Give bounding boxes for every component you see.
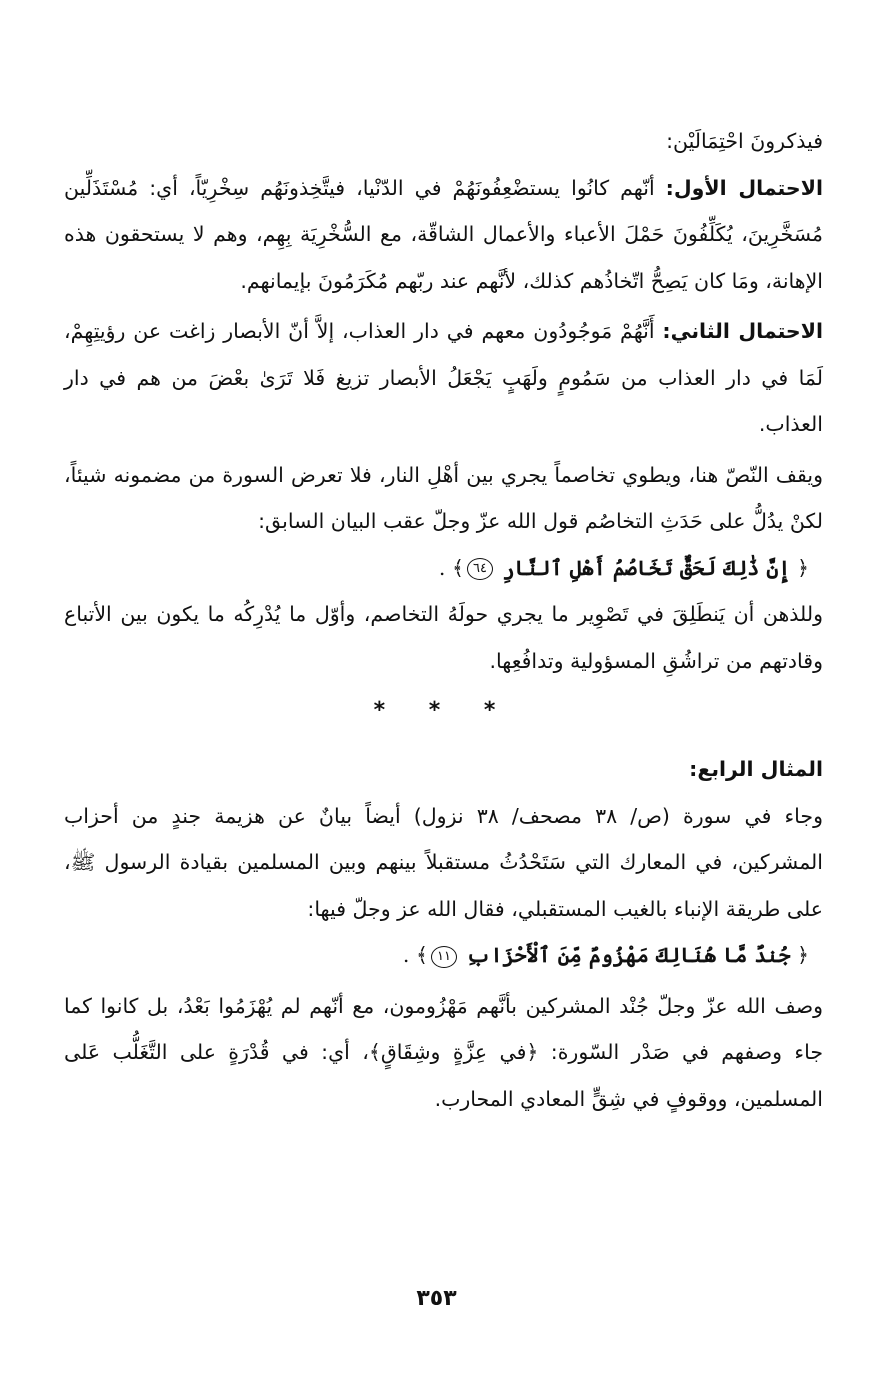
quran-verse-2	[64, 932, 809, 979]
ayah-number: ٦٤	[467, 558, 493, 580]
first-possibility-label: الاحتمال الأول:	[665, 175, 823, 200]
paragraph-second-possibility	[64, 308, 823, 448]
verse-open-bracket: ﴿	[796, 555, 809, 580]
paragraph-mind: وللذهن أن يَنطَلِقَ في تَصْوِير ما يجري حولَهُ التخاصم، وأوّل ما يُدْرِكُه ما يكون بين الأتباع وقادتهم من تراشُقِ المسؤولية وتدافُعِها.	[64, 602, 823, 673]
ayah-number: ١١	[431, 946, 457, 968]
second-possibility-label: الاحتمال الثاني:	[662, 319, 823, 343]
verse-text: جُندٌ مَّا هُنَالِكَ مَهْزُومٌ مِّنَ ٱلْأَحْزَابِ	[466, 943, 791, 967]
verse-end: .	[402, 943, 416, 967]
verse-close-bracket: ﴾	[415, 943, 428, 967]
verse-open-bracket: ﴿	[796, 943, 809, 967]
verse-text: إِنَّ ذَٰلِكَ لَحَقٌّ تَخَاصُمُ أَهْلِ ٱلنَّارِ	[502, 555, 791, 580]
section-separator: * * *	[373, 698, 514, 723]
paragraph-description: وصف الله عزّ وجلّ جُنْد المشركين بأنَّهم مَهْزُومون، مع أنّهم لم يُهْزَمُوا بَعْدُ، بل كانوا كما جاء وصفهم في صَدْر السّورة: ﴿في عِزَّةٍ وشِقَاقٍ﴾، أي: في قُدْرَةٍ على التَّغَلُّب عَلى المسلمين، ووقوفٍ في شِقٍّ المعادي المحارب.	[64, 993, 823, 1111]
paragraph-sura-sad: وجاء في سورة (ص/ ٣٨ مصحف/ ٣٨ نزول) أيضاً بيانٌ عن هزيمة جندٍ من أحزاب المشركين، في المعارك التي سَتَحْدُثُ مستقبلاً بينهم وبين المسلمين بقيادة الرسول ﷺ، على طريقة الإنباء بالغيب المستقبلي، فقال الله عز وجلّ فيها:	[64, 803, 823, 921]
intro-line: فيذكرونَ احْتِمَالَيْن:	[666, 129, 823, 153]
section-heading: المثال الرابع:	[689, 757, 823, 781]
verse-end: .	[438, 555, 452, 580]
paragraph-dispute: ويقف النّصّ هنا، ويطوي تخاصماً يجري بين أهْلِ النار، فلا تعرض السورة من مضمونه شيئاً، لكنْ يدُلُّ على حَدَثِ التخاصُم قول الله عزّ وجلّ عقب البيان السابق:	[64, 462, 823, 533]
quran-verse-1	[64, 545, 809, 592]
page-number: ٣٥٣	[416, 1286, 457, 1311]
first-possibility-text: أنّهم كانُوا يستضْعِفُونَهُمْ في الدّنْيا، فيتَّخِذونَهُم سِخْرِيّاً، أي: مُسْتَذَلِّين مُسَخَّرِينَ، يُكَلِّفُونَ حَمْلَ الأعباء والأعمال الشاقّة، مع السُّخْرِيَة بِهِم، وهم لا يستحقون هذه الإهانة، ومَا كان يَصِحُّ اتّخاذُهم كذلك، لأنَّهم عند ربّهم مُكَرَمُونَ بإيمانهم.	[64, 175, 823, 293]
paragraph-first-possibility	[64, 165, 823, 305]
verse-close-bracket: ﴾	[451, 555, 464, 580]
second-possibility-text: أَنَّهُمْ مَوجُودُون معهم في دار العذاب، إلاَّ أنّ الأبصار زاغت عن رؤيتِهِمْ، لَمَا في دار العذاب من سَمُومٍ ولَهَبٍ يَجْعَلُ الأبصار تزيغ فَلا تَرَىٰ بعْضَ من هم في دار العذاب.	[64, 319, 823, 436]
